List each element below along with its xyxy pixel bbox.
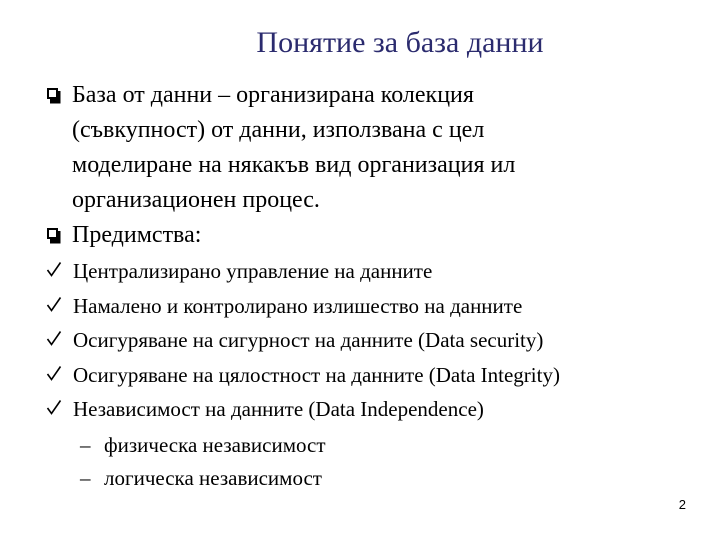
- page-number: 2: [678, 497, 686, 512]
- list-item: [46, 362, 706, 397]
- list-item-text: Независимост на данните (Data Independence): [73, 397, 484, 421]
- bullet-line: База от данни – организирана колекция: [72, 82, 474, 108]
- sub-list-item-text: логическа независимост: [104, 466, 322, 490]
- list-item: [46, 258, 706, 293]
- sub-list-item: [80, 465, 680, 498]
- bullet-line: Предимства:: [72, 222, 202, 248]
- advantages-list: [46, 258, 706, 431]
- list-item-text: Осигуряване на сигурност на данните (Data security): [73, 328, 544, 352]
- bullet-line: (съвкупност) от данни, използвана с цел: [72, 117, 485, 143]
- slide-title: Понятие за база данни: [256, 26, 544, 59]
- list-item: [46, 396, 706, 431]
- bullet-advantages: [46, 218, 686, 253]
- list-item-text: Централизирано управление на данните: [73, 259, 433, 283]
- independence-sublist: [80, 432, 680, 498]
- check-mark-icon: [46, 399, 62, 415]
- list-item: [46, 327, 706, 362]
- bullet-definition: [46, 78, 686, 113]
- bullet-line: организационен процес.: [72, 187, 320, 213]
- sub-list-item: [80, 432, 680, 465]
- list-item: [46, 293, 706, 328]
- sub-list-item-text: физическа независимост: [104, 433, 326, 457]
- bullet-line: моделиране на някакъв вид организация ил: [72, 152, 516, 178]
- check-mark-icon: [46, 365, 62, 381]
- check-mark-icon: [46, 330, 62, 346]
- list-item-text: Осигуряване на цялостност на данните (Data Integrity): [73, 362, 560, 387]
- q-square-bullet-icon: [46, 87, 61, 104]
- check-mark-icon: [46, 261, 62, 277]
- check-mark-icon: [46, 296, 62, 312]
- list-item-text: Намалено и контролирано излишество на данните: [73, 293, 523, 318]
- dash-marker: –: [80, 466, 91, 490]
- q-square-bullet-icon: [46, 227, 61, 244]
- dash-marker: –: [80, 433, 91, 457]
